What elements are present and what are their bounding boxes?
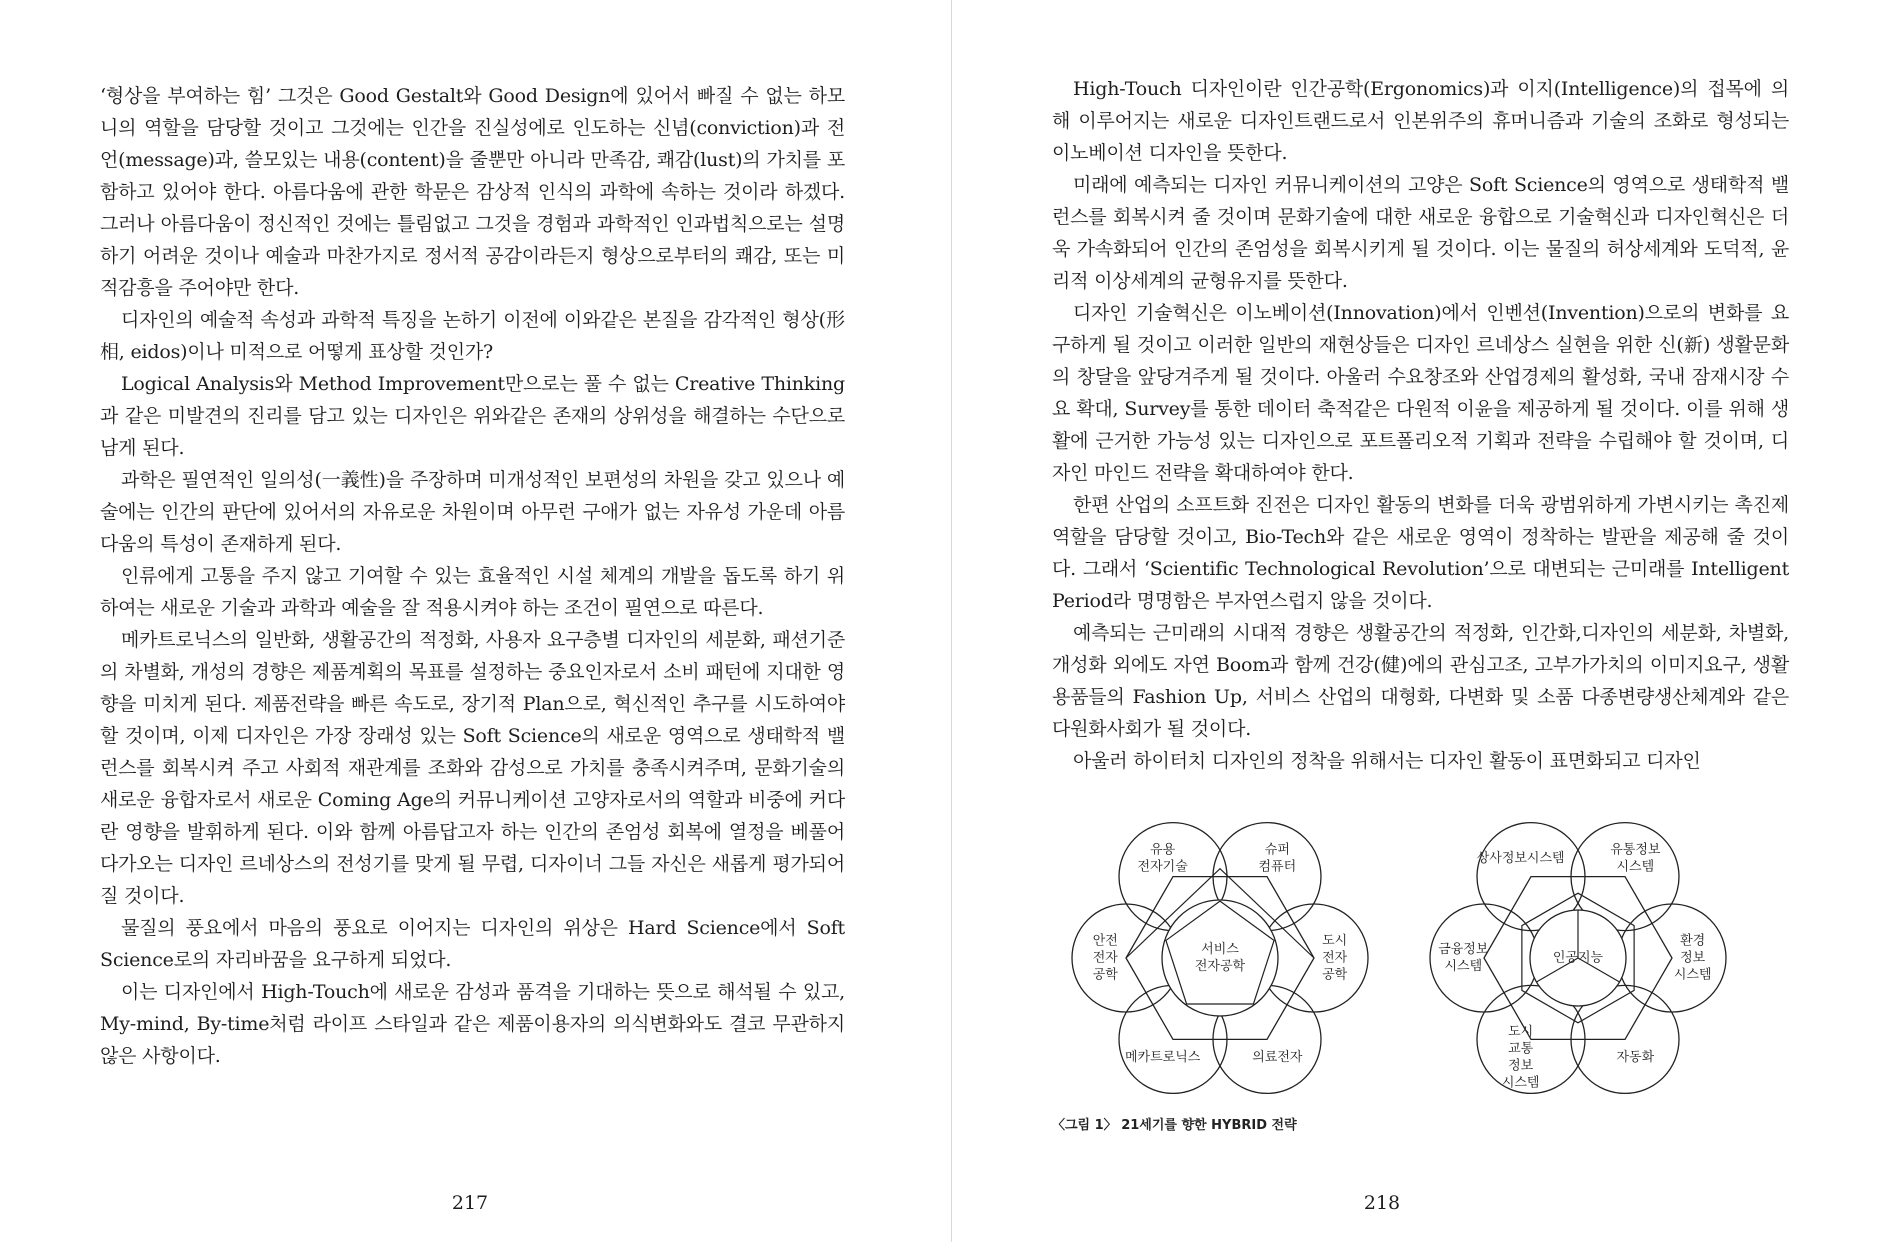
tech-satellite-2-label-line-2: 컴퓨터 xyxy=(1258,859,1297,875)
info-satellite-6-label-line-2: 시스템 xyxy=(1444,959,1483,974)
left-paragraph-6: 메카트로닉스의 일반화, 생활공간의 적정화, 사용자 요구층별 디자인의 세분화, 패션기준의 차별화, 개성의 경향은 제품계획의 목표를 설정하는 중요인자로서 소비 패턴에 지대한 영향을 미치게 된다. 제품전략을 빠른 속도로, 장기적 Plan으로, 혁신적인 추구를 시도하여야 할 것이며, 이제 디자인은 가장 장래성 있는 Soft Science의 새로운 영역으로 생태학적 밸런스를 회복시켜 주고 사회적 재관계를 조화와 감성으로 가치를 충족시켜주며, 문화기술의 새로운 융합자로서 새로운 Coming Age의 커뮤니케이션 고양자로서의 역할과 비중에 커다란 영향을 발휘하게 된다. 이와 함께 아름답고자 하는 인간의 존엄성 회복에 열정을 베풀어 다가오는 디자인 르네상스의 전성기를 맞게 될 무렵, 디자이너 그들 자신은 새롭게 평가되어질 것이다. xyxy=(100,629,845,907)
tech-satellite-3-label-line-1: 도시 xyxy=(1322,933,1348,949)
left-paragraph-8: 이는 디자인에서 High-Touch에 새로운 감성과 품격을 기대하는 뜻으로 해석될 수 있고, My-mind, By-time처럼 라이프 스타일과 같은 제품이용자의 의식변화와도 결코 무관하지 않은 사항이다. xyxy=(100,981,845,1067)
left-paragraph-7: 물질의 풍요에서 마음의 풍요로 이어지는 디자인의 위상은 Hard Science에서 Soft Science로의 자리바꿈을 요구하게 되었다. xyxy=(100,917,845,971)
info-satellite-6-label-line-1: 금융정보 xyxy=(1438,942,1489,957)
left-paragraph-4: 과학은 필연적인 일의성(一義性)을 주장하며 미개성적인 보편성의 차원을 갖고 있으나 예술에는 인간의 판단에 있어서의 자유로운 차원이며 아무런 구애가 없는 자유성 가운데 아름다움의 특성이 존재하게 된다. xyxy=(100,469,845,555)
right-paragraph-4: 한편 산업의 소프트화 진전은 디자인 활동의 변화를 더욱 광범위하게 가변시키는 촉진제 역할을 담당할 것이고, Bio-Tech와 같은 새로운 영역이 정착하는 발판을 제공해 줄 것이다. 그래서 ‘Scientific Technological Revolution’으로 대변되는 근미래를 Intelligent Period라 명명함은 부자연스럽지 않을 것이다. xyxy=(1052,494,1789,612)
tech-hybrid-diagram xyxy=(1072,823,1368,1094)
right-body-text xyxy=(1052,73,1789,777)
tech-satellite-1-label-line-2: 전자기술 xyxy=(1137,859,1188,875)
right-paragraph-2: 미래에 예측되는 디자인 커뮤니케이션의 고양은 Soft Science의 영역으로 생태학적 밸런스를 회복시켜 줄 것이며 문화기술에 대한 새로운 융합으로 기술혁신과 디자인혁신은 더욱 가속화되어 인간의 존엄성을 회복시키게 될 것이다. 이는 물질의 허상세계와 도덕적, 윤리적 이상세계의 균형유지를 뜻한다. xyxy=(1052,174,1789,292)
tech-satellite-2-label-line-1: 슈퍼 xyxy=(1264,842,1290,858)
info-center-label-line-1: 인공지능 xyxy=(1552,950,1604,966)
right-paragraph-6: 아울러 하이터치 디자인의 정착을 위해서는 디자인 활동이 표면화되고 디자인 xyxy=(1073,750,1701,772)
page-number-right: 218 xyxy=(1363,1192,1401,1214)
figure-caption: 〈그림 1〉 21세기를 향한 HYBRID 전략 xyxy=(1052,1118,1297,1133)
info-satellite-3-label-line-3: 시스템 xyxy=(1673,967,1712,983)
info-satellite-5-label-line-1: 도시 xyxy=(1508,1024,1534,1040)
left-paragraph-3: Logical Analysis와 Method Improvement만으로는 풀 수 없는 Creative Thinking과 같은 미발견의 진리를 담고 있는 디자인은 위와같은 존재의 상위성을 해결하는 수단으로 남게 된다. xyxy=(100,373,845,459)
info-satellite-3-label-line-2: 정보 xyxy=(1680,950,1706,966)
info-satellite-4-label-line-1: 자동화 xyxy=(1616,1049,1655,1065)
tech-satellite-4-label-line-1: 의료전자 xyxy=(1252,1049,1303,1065)
right-paragraph-3: 디자인 기술혁신은 이노베이션(Innovation)에서 인벤션(Invention)으로의 변화를 요구하게 될 것이고 이러한 일반의 재현상들은 디자인 르네상스 실현을 위한 신(新) 생활문화의 창달을 앞당겨주게 될 것이다. 아울러 수요창조와 산업경제의 활성화, 국내 잠재시장 수요 확대, Survey를 통한 데이터 축적같은 다원적 이윤을 제공하게 될 것이다. 이를 위해 생활에 근거한 가능성 있는 디자인으로 포트폴리오적 기획과 전략을 수립해야 할 것이며, 디자인 마인드 전략을 확대하여야 한다. xyxy=(1052,302,1789,484)
tech-center-circle xyxy=(1162,900,1278,1016)
tech-satellite-6-label-line-3: 공학 xyxy=(1092,967,1118,983)
left-paragraph-1: ‘형상을 부여하는 힘’ 그것은 Good Gestalt와 Good Design에 있어서 빠질 수 없는 하모니의 역할을 담당할 것이고 그것에는 인간을 진실성에로 인도하는 신념(conviction)과 전언(message)과, 쓸모있는 내용(content)을 줄뿐만 아니라 만족감, 쾌감(lust)의 가치를 포함하고 있어야 한다. 아름다움에 관한 학문은 감상적 인식의 과학에 속하는 것이라 하겠다. 그러나 아름다움이 정신적인 것에는 틀림없고 그것을 경험과 과학적인 인과법칙으로는 설명하기 어려운 것이나 예술과 마찬가지로 정서적 공감이라든지 형상으로부터의 쾌감, 또는 미적감흥을 주어야만 한다. xyxy=(100,85,845,299)
info-satellite-1-label-line-1: 상사정보시스템 xyxy=(1476,851,1565,867)
info-satellite-2-label-line-2: 시스템 xyxy=(1616,859,1655,875)
tech-satellite-3-label-line-2: 전자 xyxy=(1322,950,1348,966)
info-satellite-5-label-line-4: 시스템 xyxy=(1501,1075,1540,1091)
tech-satellite-6-label-line-1: 안전 xyxy=(1092,933,1118,949)
info-satellite-5-label-line-3: 정보 xyxy=(1508,1058,1534,1074)
info-satellite-3-label-line-1: 환경 xyxy=(1680,933,1706,949)
right-paragraph-1: High-Touch 디자인이란 인간공학(Ergonomics)과 이지(Intelligence)의 접목에 의해 이루어지는 새로운 디자인트랜드로서 인본위주의 휴머니즘과 기술의 조화로 형성되는 이노베이션 디자인을 뜻한다. xyxy=(1052,78,1789,164)
info-satellite-2-label-line-1: 유통정보 xyxy=(1610,842,1661,858)
left-paragraph-5: 인류에게 고통을 주지 않고 기여할 수 있는 효율적인 시설 체계의 개발을 돕도록 하기 위하여는 새로운 기술과 과학과 예술을 잘 적용시켜야 하는 조건이 필연으로 따른다. xyxy=(100,565,845,619)
tech-satellite-5-label-line-1: 메카트로닉스 xyxy=(1124,1049,1201,1065)
hybrid-strategy-figure xyxy=(1062,815,1762,1105)
right-paragraph-5: 예측되는 근미래의 시대적 경향은 생활공간의 적정화, 인간화,디자인의 세분화, 차별화,개성화 외에도 자연 Boom과 함께 건강(健)에의 관심고조, 고부가가치의 이미지요구, 생활용품들의 Fashion Up, 서비스 산업의 대형화, 다변화 및 소품 다종변량생산체계와 같은 다원화사회가 될 것이다. xyxy=(1052,622,1789,740)
info-satellite-5-label-line-2: 교통 xyxy=(1508,1041,1534,1057)
right-page xyxy=(952,0,1888,1242)
left-body-text xyxy=(100,80,845,1072)
tech-satellite-3-label-line-3: 공학 xyxy=(1322,967,1348,983)
tech-satellite-6-label-line-2: 전자 xyxy=(1092,950,1118,966)
hybrid-diagrams-svg xyxy=(1062,815,1762,1105)
info-hybrid-diagram xyxy=(1430,823,1726,1094)
page-number-left: 217 xyxy=(451,1192,489,1214)
tech-satellite-1-label-line-1: 유용 xyxy=(1150,842,1176,858)
tech-center-label-line-2: 전자공학 xyxy=(1194,959,1246,974)
left-paragraph-2: 디자인의 예술적 속성과 과학적 특징을 논하기 이전에 이와같은 본질을 감각적인 형상(形相, eidos)이나 미적으로 어떻게 표상할 것인가? xyxy=(100,309,845,363)
tech-center-label-line-1: 서비스 xyxy=(1201,942,1239,957)
